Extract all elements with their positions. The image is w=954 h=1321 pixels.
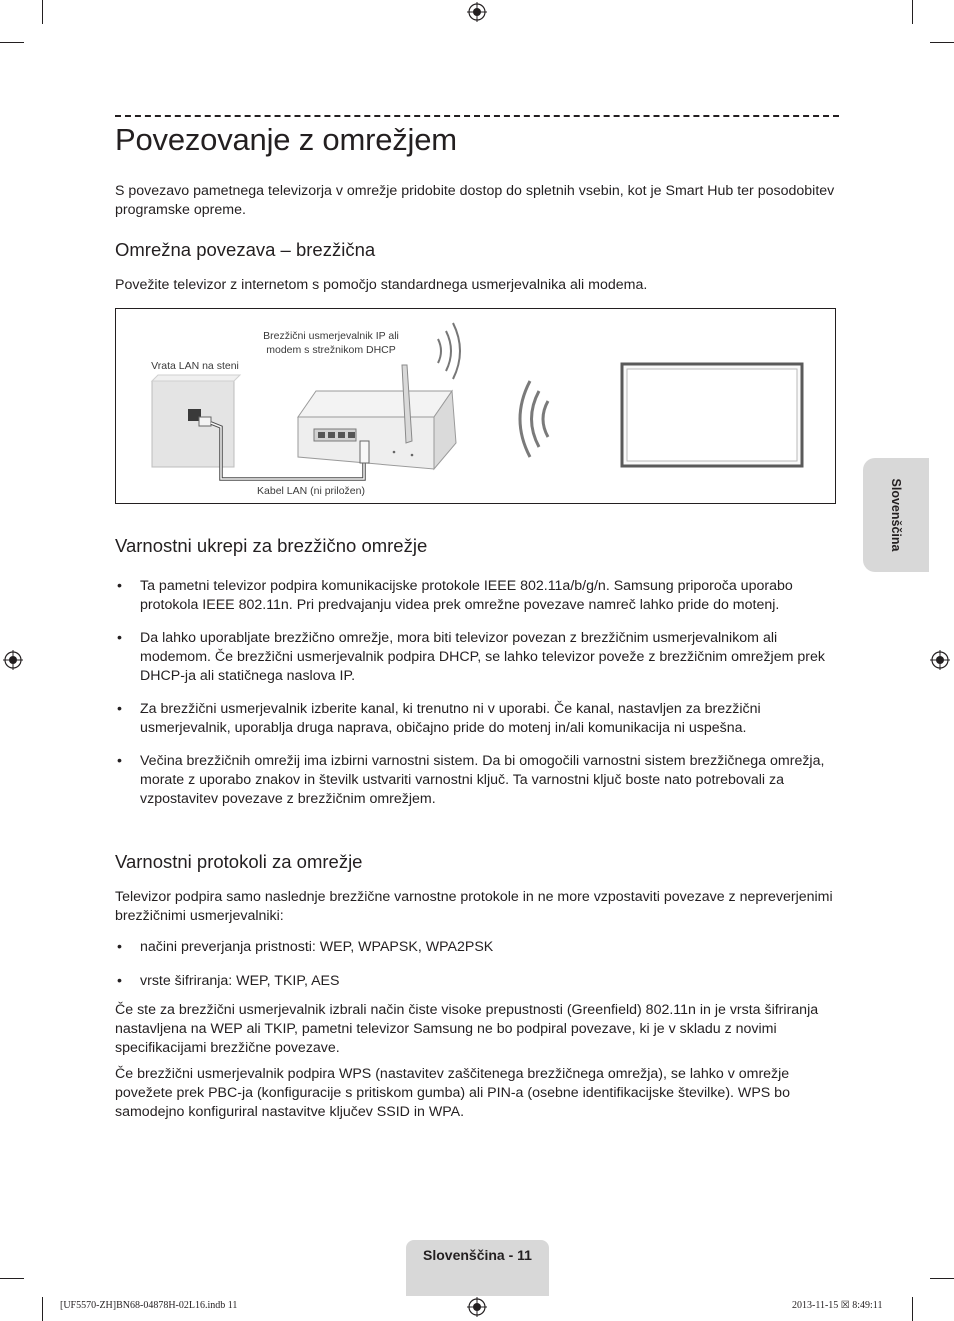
protocols-paragraph-2: Če brezžični usmerjevalnik podpira WPS (nastavitev zaščitenega brezžičnega omrežja), se lahko v omrežje povežete prek PBC-ja (konfiguracije s pritiskom gumba) ali PIN-a (osebne identifikacijske številke). WPS bo samodejno konfiguriral nastavitve ključev SSID in WPA. xyxy=(115,1066,790,1120)
diagram-artwork xyxy=(116,309,835,503)
page-number-label: Slovenščina - 11 xyxy=(423,1247,532,1263)
crop-mark xyxy=(912,0,913,24)
language-side-tab xyxy=(863,458,929,572)
intro-text: S povezavo pametnega televizorja v omrežje pridobite dostop do spletnih vsebin, kot je Smart Hub ter posodobitev programske opreme. xyxy=(115,183,835,218)
crop-mark xyxy=(930,42,954,43)
list-item: • Večina brezžičnih omrežij ima izbirni varnostni sistem. Da bi omogočili varnostni sistem brezžičnega omrežja, morate z uporabo znakov in številk ustvariti varnostni ključ. Ta varnostni ključ boste nato potrebovali za vzpostavitev povezave z brezžičnim omrežjem. xyxy=(115,752,840,809)
security-bullet-list xyxy=(115,577,840,809)
crop-mark xyxy=(930,1278,954,1279)
side-tab-label: Slovenščina xyxy=(889,478,903,552)
wifi-signal-icon xyxy=(543,401,548,437)
list-item: • Ta pametni televizor podpira komunikacijske protokole IEEE 802.11a/b/g/n. Samsung priporoča uporabo protokola IEEE 802.11n. Pri predvajanju videa prek omrežne povezave namreč lahko pride do motenj. xyxy=(115,577,840,615)
section-heading-security: Varnostni ukrepi za brezžično omrežje xyxy=(115,535,428,556)
registration-mark-icon xyxy=(930,650,950,670)
protocols-paragraph-1: Če ste za brezžični usmerjevalnik izbrali način čiste visoke prepustnosti (Greenfield) 802.11n in je vrsta šifriranja nastavljena na WEP ali TKIP, pametni televizor Samsung ne bo podpiral povezave, ki je v skladu z novimi specifikacijami brezžične povezave. xyxy=(115,1002,819,1056)
protocols-intro: Televizor podpira samo naslednje brezžične varnostne protokole in ne more vzpostaviti povezave z nepreverjenimi brezžičnimi usmerjevalniki: xyxy=(115,889,833,924)
crop-mark xyxy=(0,1278,24,1279)
router-label: Brezžični usmerjevalnik IP ali modem s strežnikom DHCP xyxy=(263,330,399,356)
list-item: • Za brezžični usmerjevalnik izberite kanal, ki trenutno ni v uporabi. Če kanal, nastavljen za brezžični usmerjevalnik, uporablja druga naprava, običajno pride do motenj in/ali komunikacija ni uspešna. xyxy=(115,700,840,738)
title-divider xyxy=(115,115,839,117)
crop-mark xyxy=(0,42,24,43)
crop-mark xyxy=(42,1297,43,1321)
page-number-tab xyxy=(406,1240,549,1296)
list-item: • Da lahko uporabljate brezžično omrežje, mora biti televizor povezan z brezžičnim usmerjevalnikom ali modemom. Če brezžični usmerjevalnik podpira DHCP, se lahko televizor poveže z brezžičnim omrežjem prek DHCP-ja ali statičnega naslova IP. xyxy=(115,629,840,686)
registration-mark-icon xyxy=(467,2,487,22)
section-heading-wireless: Omrežna povezava – brezžična xyxy=(115,239,376,260)
list-item: • načini preverjanja pristnosti: WEP, WPAPSK, WPA2PSK xyxy=(115,938,840,957)
list-item: • vrste šifriranja: WEP, TKIP, AES xyxy=(115,972,840,991)
section-heading-protocols: Varnostni protokoli za omrežje xyxy=(115,851,363,872)
footer-file-info: [UF5570-ZH]BN68-04878H-02L16.indb 11 xyxy=(60,1300,238,1311)
wireless-connection-diagram xyxy=(115,308,836,504)
wireless-text: Povežite televizor z internetom s pomočjo standardnega usmerjevalnika ali modema. xyxy=(115,277,648,293)
router-icon xyxy=(298,391,452,417)
crop-mark xyxy=(42,0,43,24)
protocols-bullet-list xyxy=(115,938,840,991)
crop-mark xyxy=(912,1297,913,1321)
wall-port-label: Vrata LAN na steni xyxy=(151,360,239,372)
footer-timestamp: 2013-11-15 ☒ 8:49:11 xyxy=(792,1300,883,1311)
registration-mark-icon xyxy=(3,650,23,670)
page-title: Povezovanje z omrežjem xyxy=(115,122,457,157)
cable-label: Kabel LAN (ni priložen) xyxy=(257,485,365,497)
registration-mark-icon xyxy=(467,1297,487,1317)
